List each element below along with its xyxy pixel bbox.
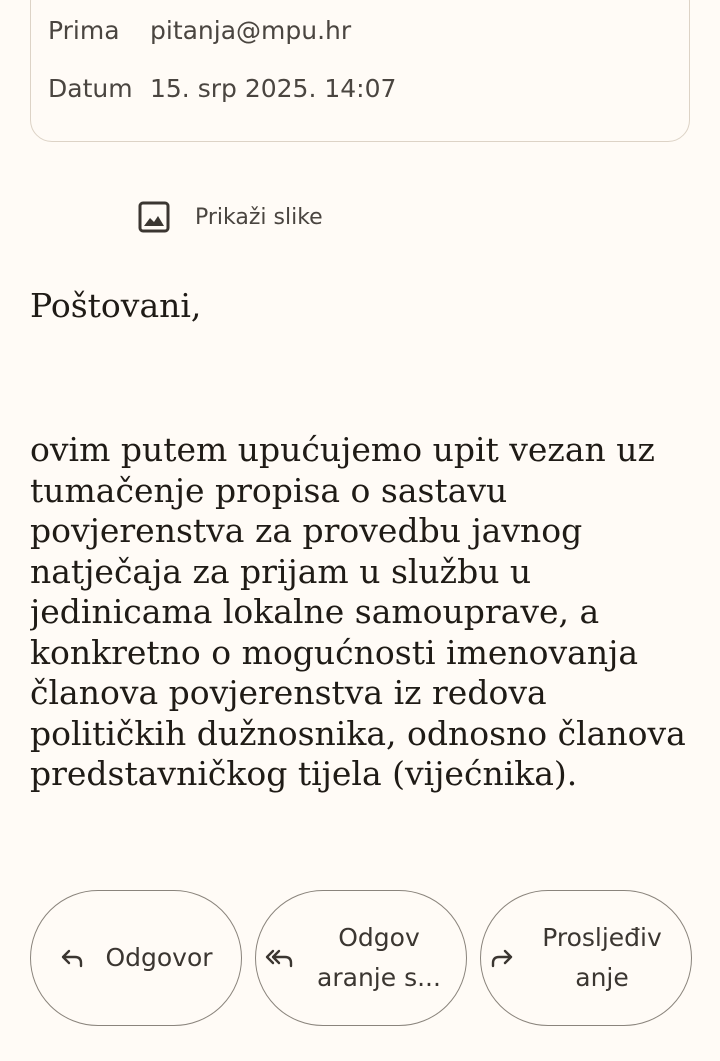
message-greeting: Poštovani,: [30, 286, 202, 325]
forward-label-line1: Prosljeđiv: [542, 923, 662, 952]
forward-label-line2: anje: [575, 963, 629, 992]
date-value: 15. srp 2025. 14:07: [150, 74, 397, 103]
reply-all-label-line2: aranje s...: [317, 963, 441, 992]
show-images-label: Prikaži slike: [195, 204, 323, 230]
reply-button[interactable]: [30, 890, 242, 1026]
action-bar: [0, 890, 720, 1030]
recipient-label: Prima: [48, 16, 120, 45]
forward-icon: [489, 945, 515, 971]
date-row: [48, 74, 396, 103]
reply-all-icon: [263, 945, 295, 971]
message-paragraph: ovim putem upućujemo upit vezan uz tumačenje propisa o sastavu povjerenstva za provedbu javnog natječaja za prijam u službu u jedinicama lokalne samouprave, a konkretno o mogućnosti imenovanja članova povjerenstva iz redova političkih dužnosnika, odnosno članova predstavničkog tijela (vijećnika).: [30, 430, 686, 793]
recipient-value[interactable]: pitanja@mpu.hr: [150, 16, 352, 45]
forward-button[interactable]: [480, 890, 692, 1026]
image-icon: [137, 200, 171, 234]
reply-label: Odgovor: [105, 943, 213, 972]
message-body: [30, 286, 695, 861]
recipient-row: [48, 16, 351, 45]
date-label: Datum: [48, 74, 133, 103]
show-images-button[interactable]: [137, 200, 323, 234]
reply-all-button[interactable]: [255, 890, 467, 1026]
reply-icon: [59, 945, 85, 971]
reply-all-label-line1: Odgov: [338, 923, 420, 952]
